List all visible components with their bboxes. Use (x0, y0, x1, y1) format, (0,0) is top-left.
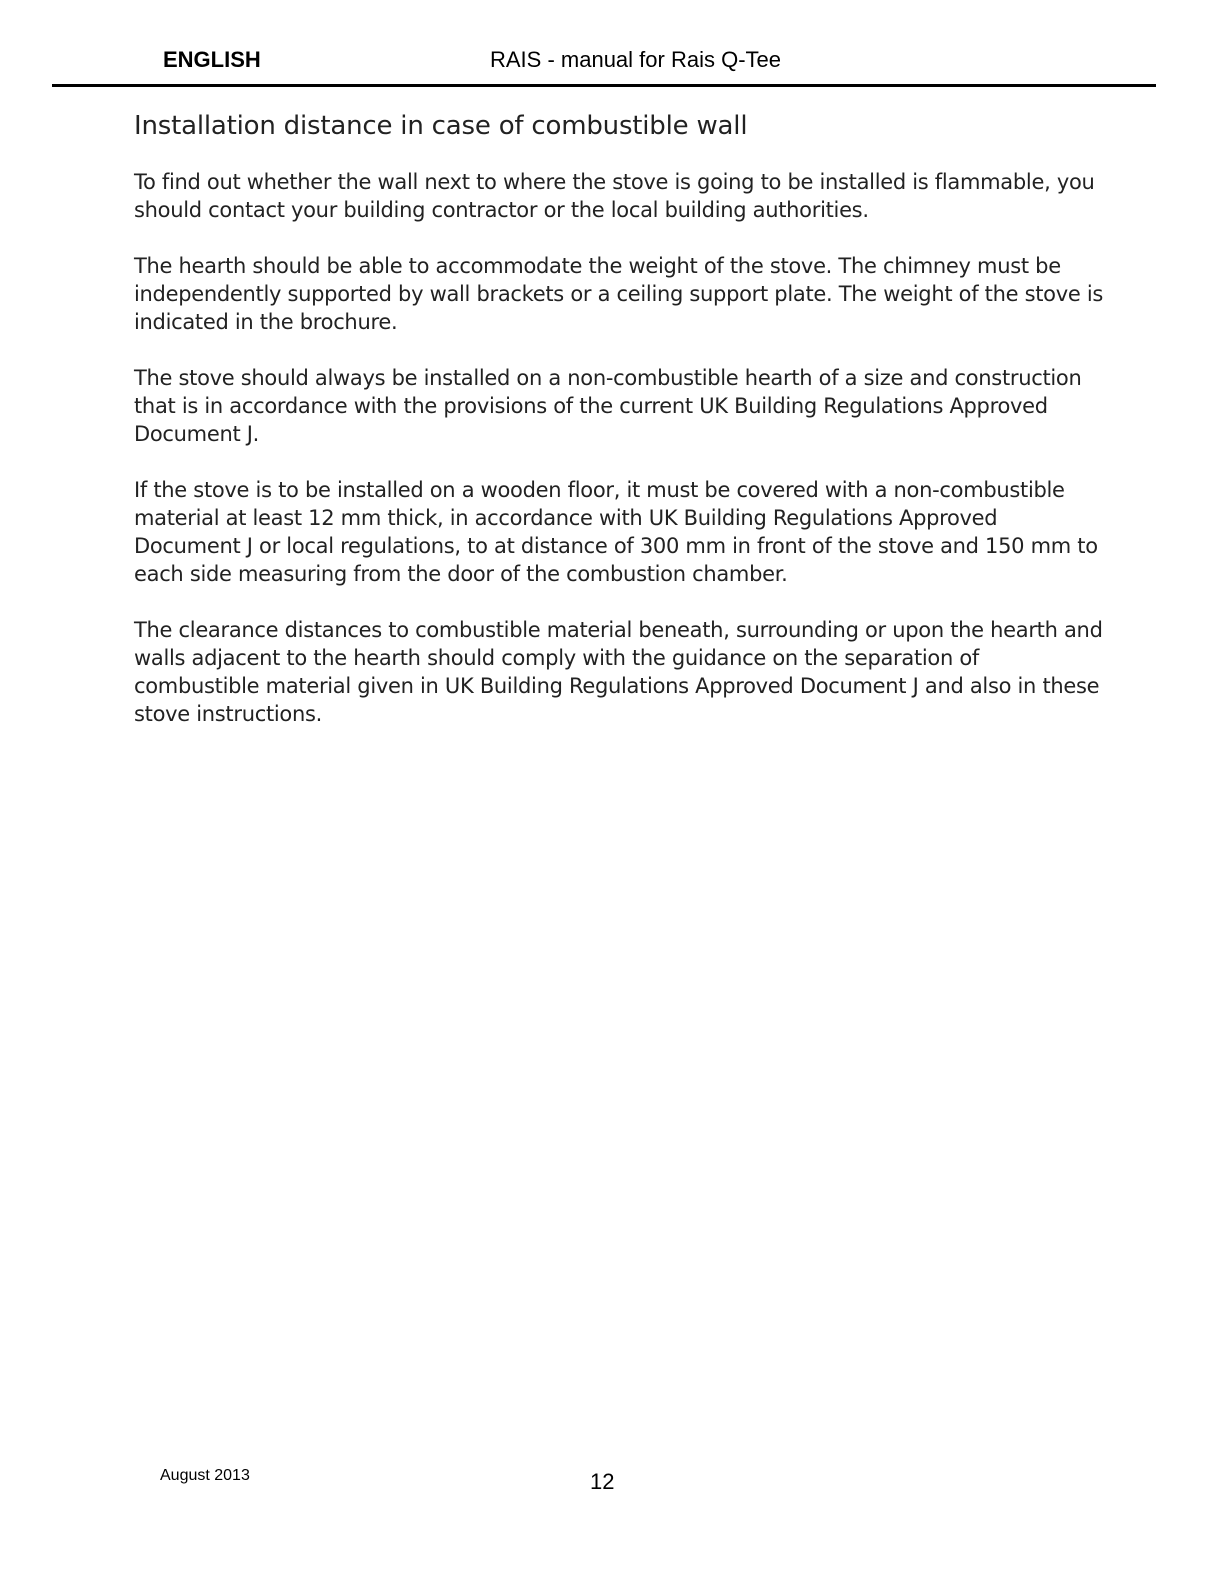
header-divider (52, 84, 1156, 87)
footer-date: August 2013 (160, 1467, 250, 1484)
header-language: ENGLISH (163, 47, 261, 72)
paragraph-hearth-weight: The hearth should be able to accommodate the weight of the stove. The chimney must be independently supported by wall brackets or a ceiling support plate. The weight of the stove is indicated in the brochure. (134, 254, 1104, 334)
page-number: 12 (590, 1469, 615, 1494)
paragraph-clearance-distances: The clearance distances to combustible material beneath, surrounding or upon the hearth and walls adjacent to the hearth should comply with the guidance on the separation of combustible material given in UK Building Regulations Approved Document J and also in these stove instructions. (134, 618, 1103, 726)
paragraph-wall-flammability: To find out whether the wall next to where the stove is going to be installed is flammable, you should contact your building contractor or the local building authorities. (134, 170, 1095, 222)
section-heading: Installation distance in case of combustible wall (134, 111, 748, 141)
paragraph-wooden-floor: If the stove is to be installed on a wooden floor, it must be covered with a non-combustible material at least 12 mm thick, in accordance with UK Building Regulations Approved Document J or local regulations, to at distance of 300 mm in front of the stove and 150 mm to each side measuring from the door of the combustion chamber. (134, 478, 1098, 586)
section-body (134, 168, 1104, 756)
header-title: RAIS - manual for Rais Q-Tee (490, 47, 781, 72)
paragraph-non-combustible-hearth: The stove should always be installed on a non-combustible hearth of a size and construction that is in accordance with the provisions of the current UK Building Regulations Approved Document J. (134, 366, 1082, 446)
